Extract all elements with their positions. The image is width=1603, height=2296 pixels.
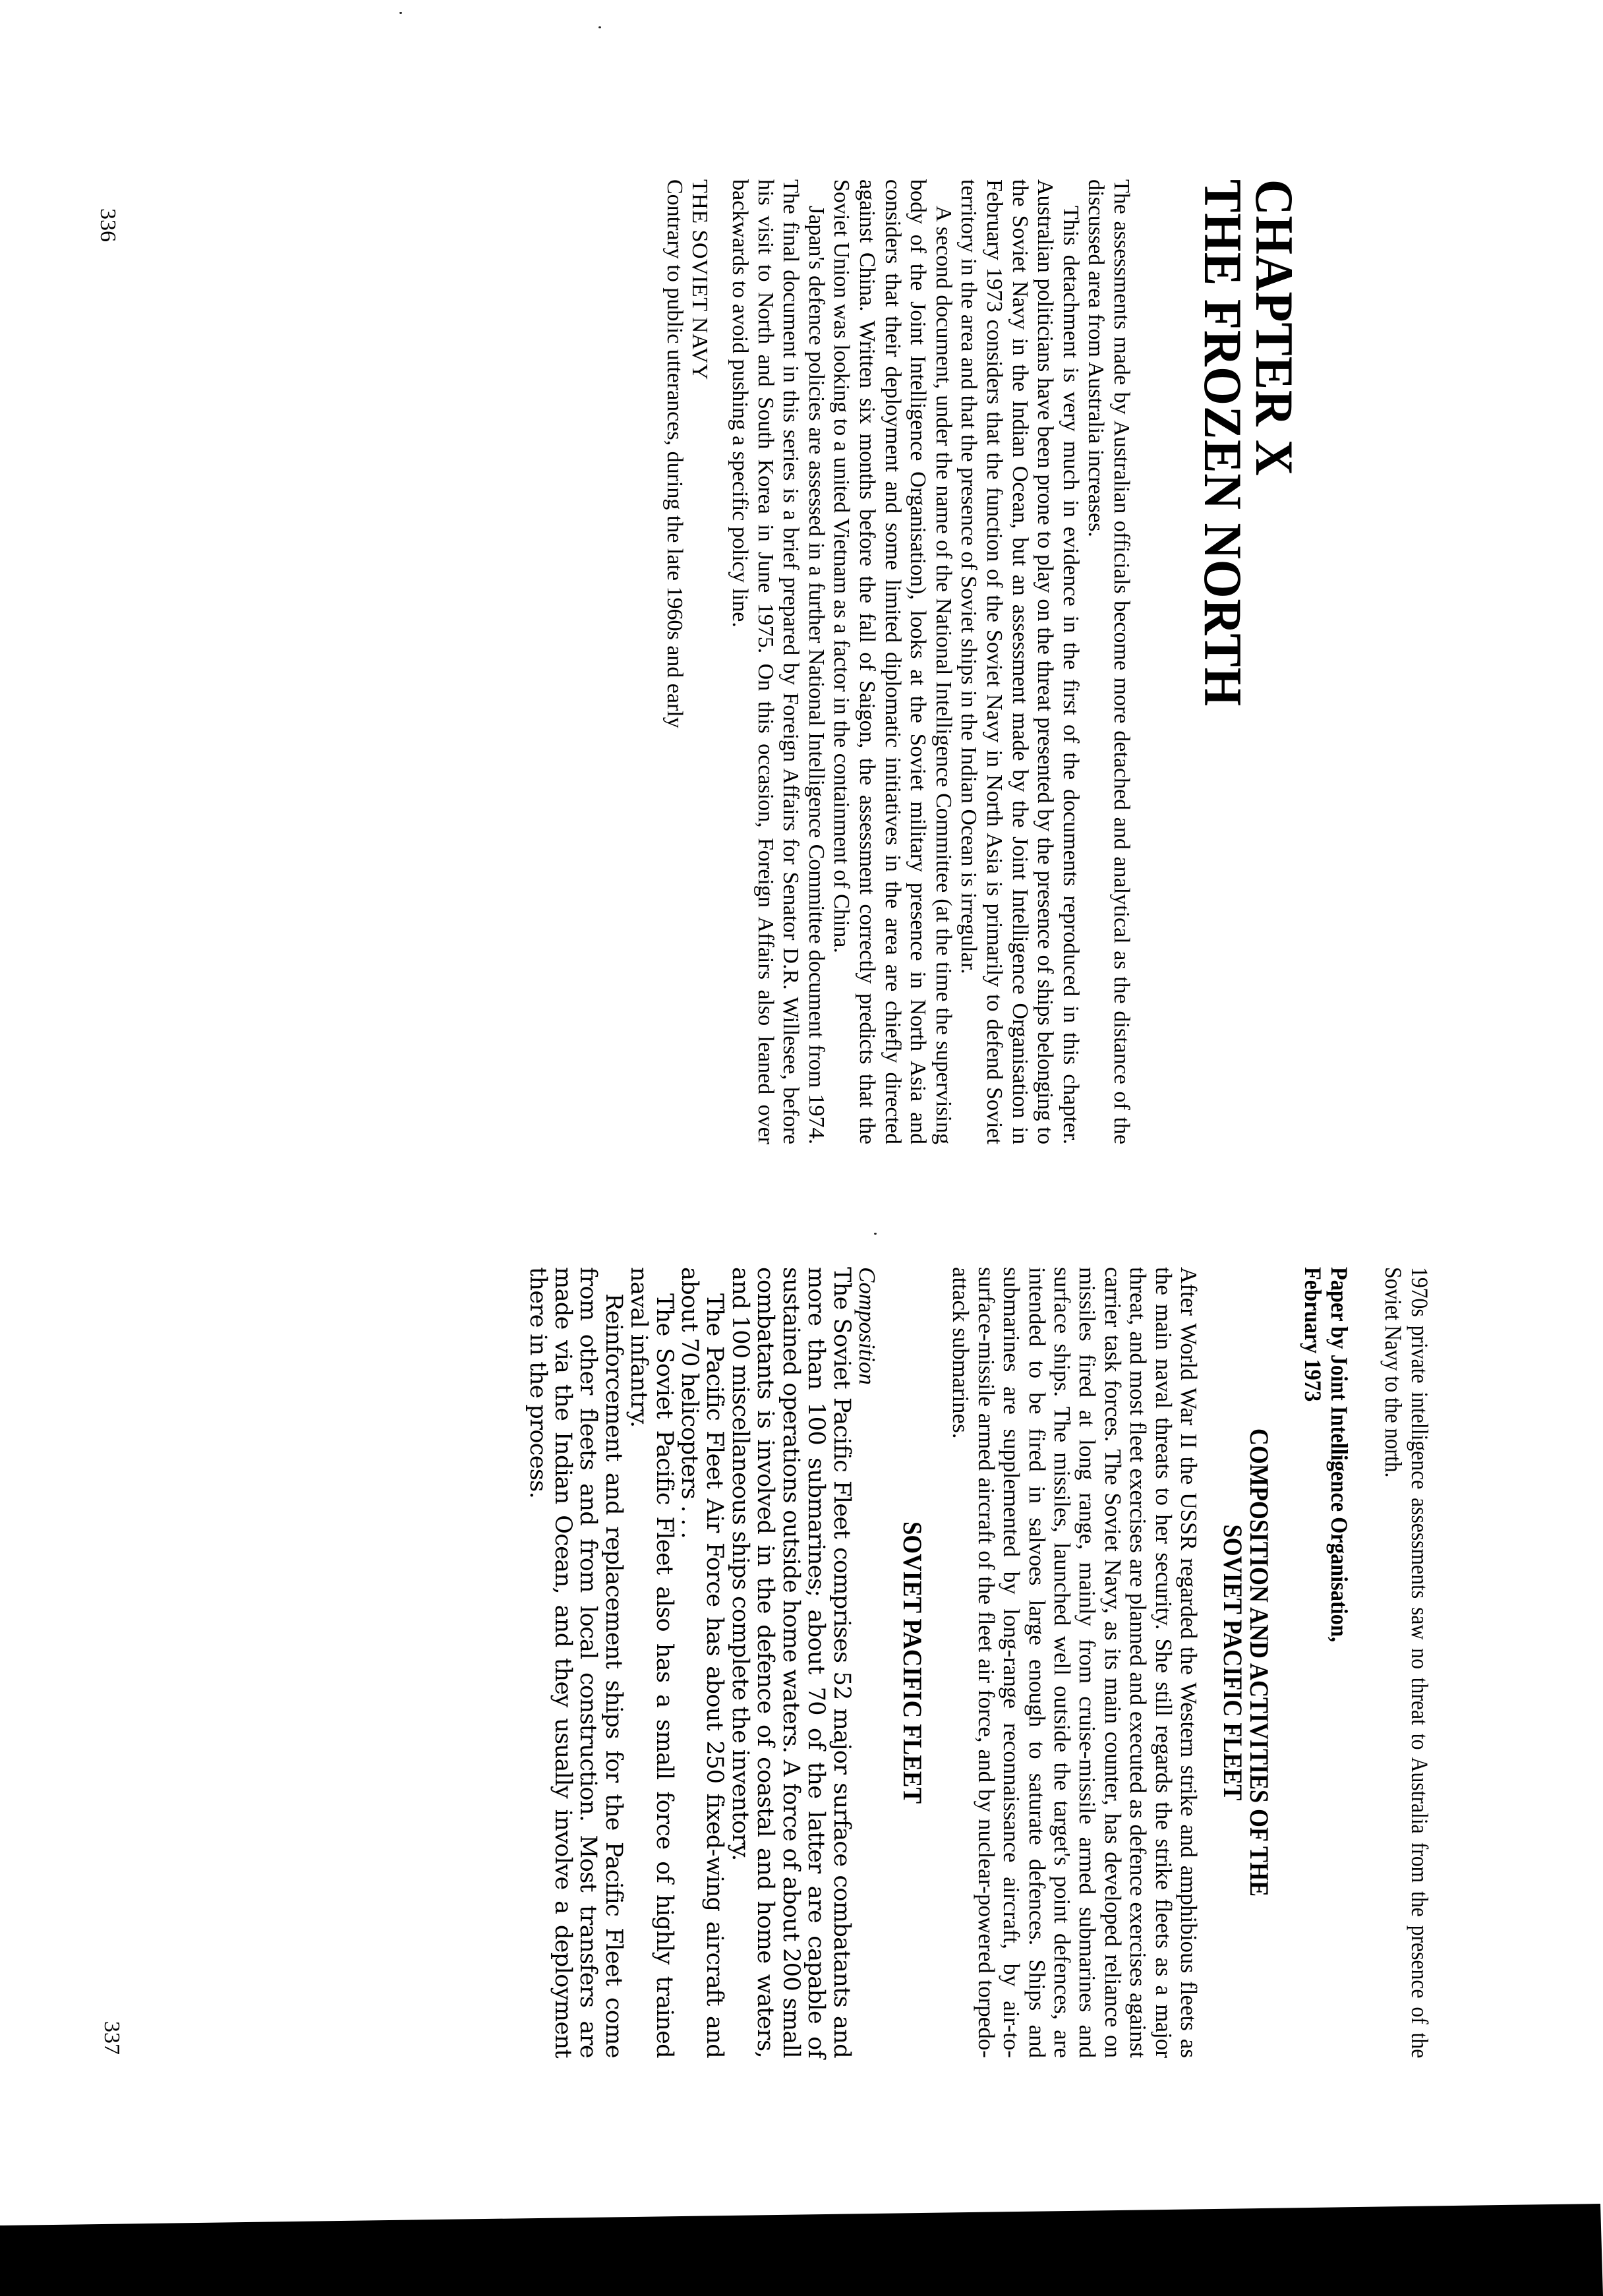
document-title-line-1: COMPOSITION AND ACTIVITIES OF THE — [1244, 1428, 1274, 1897]
source-date: February 1973 — [1300, 1267, 1326, 1402]
paragraph: The Soviet Pacific Fleet comprises 52 major surface combatants and more than 100 submarines; about 70 of the latter are capable of sustained operations outside home waters. A force of about 200 small combatants is involved in the defence of coastal and home waters, and 100 miscellaneous ships complete the inventory. — [726, 1267, 855, 2058]
source-line — [1300, 1267, 1353, 1979]
section-first-line: Contrary to public utterances, during the late 1960s and early — [662, 179, 687, 728]
page-number-right: 337 — [100, 2021, 124, 2055]
paragraph: Japan's defence policies are assessed in a further National Intelligence Committee document from 1974. The final document in this series is a brief prepared by Foreign Affairs for Senator D.R. Willesee, before his visit to North and South Korea in June 1975. On this occasion, Foreign Affairs also leaned over backwards to avoid pushing a specific policy line. — [728, 179, 829, 1144]
section-heading: THE SOVIET NAVY — [687, 179, 713, 380]
document-title-line-2: SOVIET PACIFIC FLEET — [1218, 1524, 1248, 1801]
composition-body — [525, 1267, 854, 2058]
left-page — [0, 0, 1603, 1144]
right-page-column — [525, 1267, 1433, 2058]
paragraph: The Pacific Fleet Air Force has about 250 fixed-wing aircraft and about 70 helicopters . . . — [676, 1267, 728, 2058]
chapter-number: CHAPTER X — [1244, 179, 1304, 477]
paragraph: A second document, under the name of the National Intelligence Committee (at the time the supervising body of the Joint Intelligence Organisation), looks at the Soviet military presence in North Asia and considers that their deployment and some limited diplomatic initiatives in the area are chiefly directed against China. Written six months before the fall of Saigon, the assessment correctly predicts that the Soviet Union was looking to a united Vietnam as a factor in the containment of China. — [829, 179, 956, 1144]
scan-speck — [598, 26, 601, 28]
intro-paragraph: After World War II the USSR regarded the Western strike and amphibious fleets as the main naval threats to her security. She still regards the strike fleets as a major threat, and most fleet exercises are planned and executed as defence exercises against carrier task forces. The Soviet Navy, as its main counter, has developed reliance on missiles fired at long range, mainly from cruise-missile armed submarines and surface ships. The missiles, launched well outside the target's point defences, are intended to be fired in salvoes large enough to saturate defences. Ships and submarines are supplemented by long-range reconnaissance aircraft, by air-to-surface-missile armed aircraft of the fleet air force, and by nuclear-powered torpedo-attack submarines. — [948, 1267, 1202, 2058]
subheading: SOVIET PACIFIC FLEET — [897, 1521, 927, 1804]
scan-speck — [399, 12, 402, 14]
paragraph: The Soviet Pacific Fleet also has a small force of highly trained naval infantry. — [626, 1267, 678, 2058]
source-organisation: Paper by Joint Intelligence Organisation, — [1326, 1267, 1353, 1643]
left-page-column — [661, 179, 1304, 1144]
italic-heading: Composition — [854, 1267, 880, 1385]
chapter-title: THE FROZEN NORTH — [1193, 179, 1253, 707]
page-number-left: 336 — [96, 208, 120, 242]
paragraph: Reinforcement and replacement ships for the Pacific Fleet come from other fleets and from local construction. Most transfers are made via the Indian Ocean, and they usually involve a deployment there in the process. — [524, 1267, 627, 2058]
paragraph: This detachment is very much in evidence in the first of the documents reproduced in this chapter. Australian politicians have been prone to play on the threat presented by the presence of ships belonging to the Soviet Navy in the Indian Ocean, but an assessment made by the Joint Intelligence Organisation in February 1973 considers that the function of the Soviet Navy in North Asia is primarily to defend Soviet territory in the area and that the presence of Soviet ships in the Indian Ocean is irregular. — [956, 179, 1083, 1144]
paragraph: The assessments made by Australian officials become more detached and analytical as the distance of the discussed area from Australia increases. — [1084, 179, 1134, 1144]
right-page — [0, 1144, 1603, 2289]
scan-speck — [874, 1233, 877, 1235]
document-title — [1219, 1307, 1272, 2018]
continuation-text: 1970s private intelligence assessments saw no threat to Australia from the presence of the Soviet Navy to the north. — [1380, 1267, 1433, 2059]
